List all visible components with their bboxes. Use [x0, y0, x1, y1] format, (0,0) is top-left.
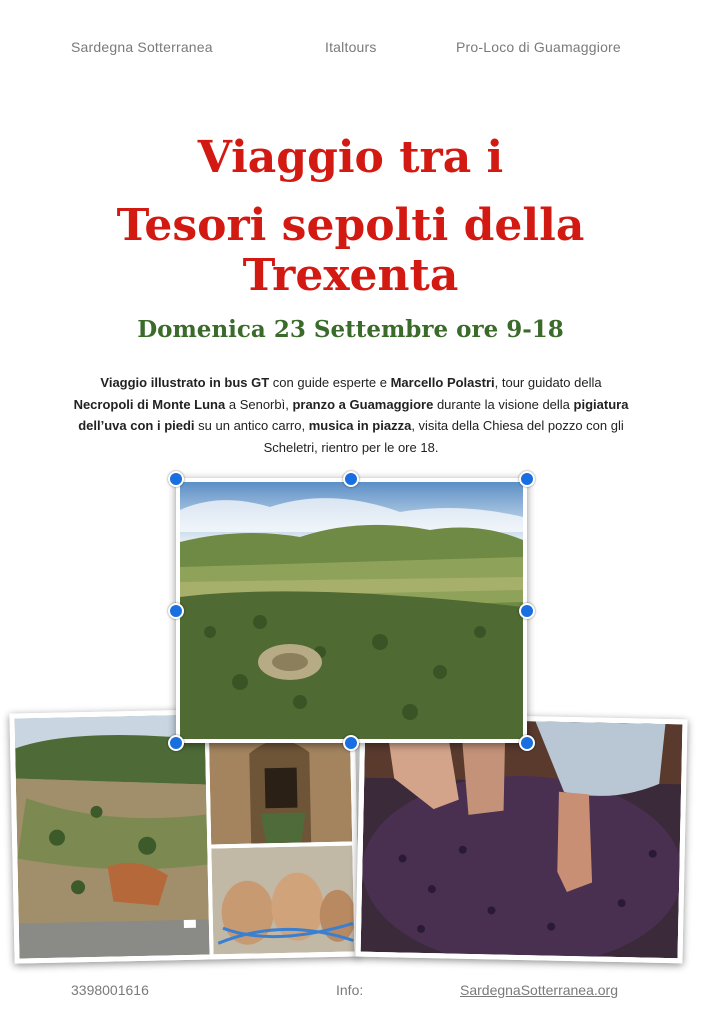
desc-text: a Senorbì,: [225, 396, 293, 412]
header-org-proloco: Pro-Loco di Guamaggiore: [456, 39, 621, 55]
footer-phone: 3398001616: [71, 982, 149, 998]
desc-text: durante la visione della: [433, 396, 574, 412]
resize-handle-middle-left[interactable]: [168, 603, 184, 619]
desc-bold: Necropoli di Monte Luna: [73, 396, 226, 412]
footer-website-link[interactable]: SardegnaSotterranea.org: [460, 982, 618, 998]
desc-text: , visita della Chiesa del pozzo con gli Scheletri, rientro per le ore 18.: [263, 418, 624, 455]
desc-bold: pigiatura dell’uva con i piedi: [78, 396, 629, 433]
desc-bold: Marcello Polastri: [390, 375, 495, 390]
desc-bold: musica in piazza: [308, 418, 412, 433]
photo-hillside-village: [15, 715, 210, 959]
desc-text: , tour guidato della: [494, 375, 602, 390]
footer-info-label: Info:: [336, 982, 364, 998]
desc-text: su un antico carro,: [194, 418, 309, 433]
title-line-1: Viaggio tra i: [197, 132, 504, 183]
header-org-sardegna: Sardegna Sotterranea: [71, 39, 213, 55]
photo-amphorae: [211, 845, 354, 954]
desc-bold: pranzo a Guamaggiore: [292, 396, 434, 412]
photo-collage-necropolis[interactable]: [9, 706, 359, 963]
title-line-3: Trexenta: [242, 250, 459, 301]
resize-handle-top-right[interactable]: [519, 471, 535, 487]
event-date: Domenica 23 Settembre ore 9-18: [137, 316, 564, 343]
resize-handle-bottom-center[interactable]: [343, 735, 359, 751]
photo-grape-stomping[interactable]: [355, 713, 687, 964]
resize-handle-top-center[interactable]: [343, 471, 359, 487]
resize-handle-top-left[interactable]: [168, 471, 184, 487]
desc-text: con guide esperte e: [269, 375, 391, 390]
resize-handle-bottom-left[interactable]: [168, 735, 184, 751]
resize-handle-bottom-right[interactable]: [519, 735, 535, 751]
header-org-italtours: Italtours: [325, 39, 377, 55]
title-line-2: Tesori sepolti della: [116, 200, 585, 251]
resize-handle-middle-right[interactable]: [519, 603, 535, 619]
event-description: [70, 372, 632, 458]
desc-bold: Viaggio illustrato in bus GT: [100, 375, 270, 390]
photo-monte-luna-landscape[interactable]: [176, 478, 527, 743]
